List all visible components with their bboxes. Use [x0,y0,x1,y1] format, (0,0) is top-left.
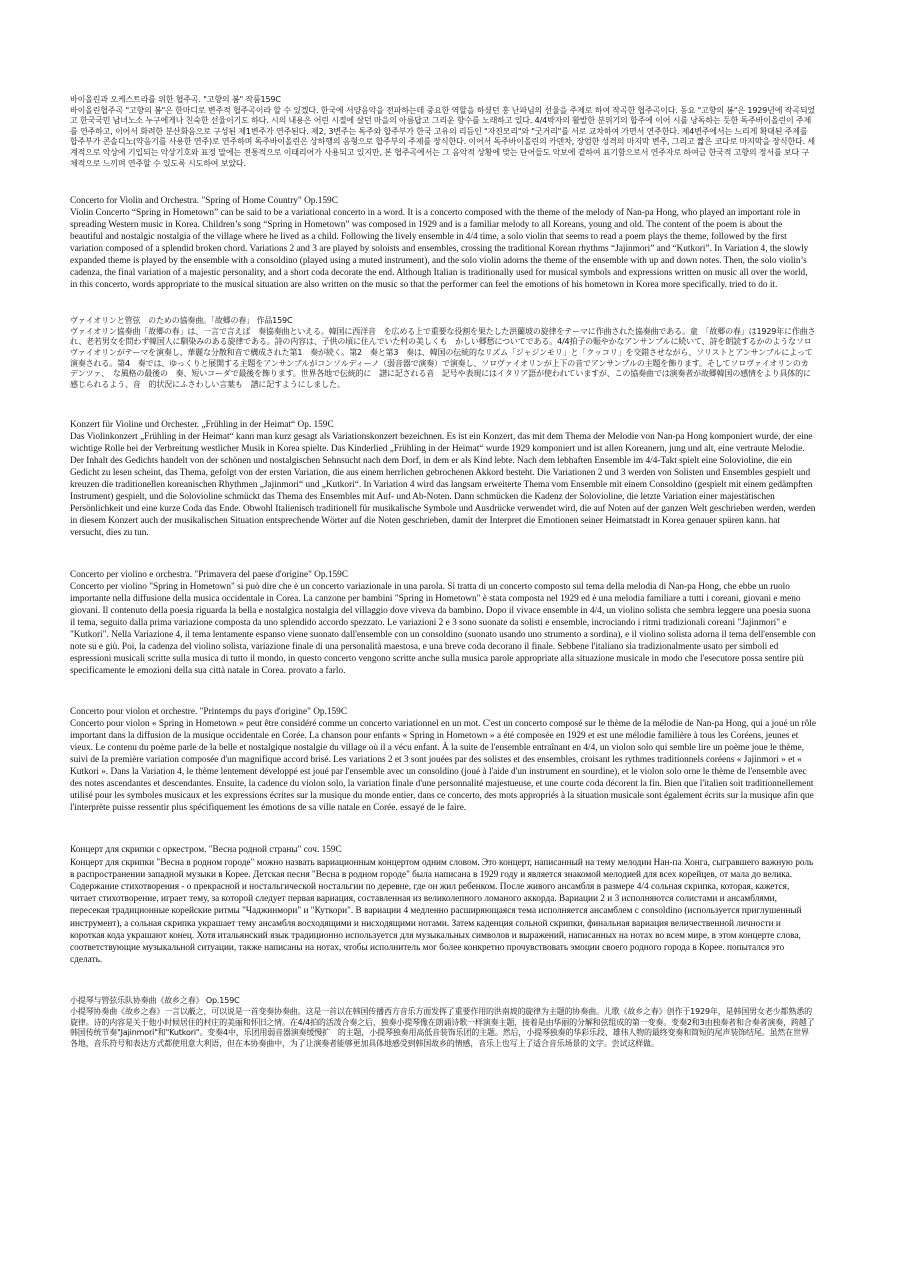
section-italian [70,569,816,677]
section-body: Concerto pour violon « Spring in Hometown » peut être considéré comme un concerto variationnel en un mot. C'est un concerto composé sur le thème de la mélodie de Nan-pa Hong, qui a joué un rôle important dans la diffusion de la musique occidentale en Corée. La chanson pour enfants « Spring in Hometown » a été composée en 1929 et est une mélodie familière à tous les Coréens, jeunes et vieux. Le contenu du poème parle de la belle et nostalgique nostalgie du village où il a vécu enfant. À la suite de l'ensemble entraînant en 4/4, un violon solo qui semble lire un poème joue le thème, suivi de la première variation composée d'un magnifique accord brisé. Les variations 2 et 3 sont jouées par des solistes et des ensembles, croisant les rythmes traditionnels coréens « Jajinmori » et « Kutkori ». Dans la Variation 4, le thème lentement développé est joué par l'ensemble avec un consoldino (joué à l'aide d'un instrument en sourdine), et le violon solo orne le thème de l'ensemble avec des notes ascendantes et descendantes. Ensuite, la cadence du violon solo, la variation finale d'une personnalité majestueuse, et une courte coda décorent la fin. Bien que l'italien soit traditionnellement utilisé pour les symboles musicaux et les expressions écrites sur la musique du monde entier, dans ce concerto, des mots appropriés à la situation musicale sont également écrits sur la musique afin que l'interprète puisse ressentir plus spécifiquement les émotions de sa ville natale en Corée. essayé de le faire. [70,719,816,814]
section-body: ヴァイオリン協奏曲「故郷の春」は、一言で言えば 奏協奏曲といえる。韓国に西洋音 を広める上で重要な役割を果たした洪蘭坡の旋律をテーマに作曲された協奏曲である。童 「故郷の春」は1929年に作曲され、老若男女を問わず韓国人に馴染みのある旋律である。詩の内容は、子供の頃に住んでいた村の美しくも かしい郷愁についてである。4/4拍子の賑やかなアンサンブルに続いて、詩を朗読するかのようなソロヴァイオリンがテーマを演奏し、華麗な分散和音で構成された第1 奏が続く。第2 奏と第3 奏は、韓国の伝統的なリズム「ジャジンモリ」と「クッコリ」を交錯させながら、ソリストとアンサンブルによって演奏される。第4 奏では、ゆっくりと展開する主題をアンサンブルがコンソルディーノ（弱音器で演奏）で演奏し、ソロヴァイオリンが上下の音でアンサンブルの主題を飾ります。そしてソロヴァイオリンのカデンツァ、 な風格の最後の 奏、短いコーダで最後を飾ります。世界各地で伝統的に 譜に記される音 記号や表現にはイタリア語が使われていますが、この協奏曲では演奏者が故郷韓国の感情をより具体的に感じられるよう、音 的状況にふさわしい言葉も 譜に記すようにしました。 [70,326,816,389]
section-title: 바이올린과 오케스트라를 위한 협주곡. "고향의 봄" 작품159C [70,95,281,104]
section-title: Концерт для скрипки с оркестром. "Весна родной страны" соч. 159C [70,845,342,856]
section-french [70,706,816,814]
section-body: 바이올린협주곡 "고향의 봄"은 한마디로 변주적 협주곡이라 할 수 있겠다. 한국에 서양음악을 전파하는데 중요한 역할을 하셨던 홍 난파님의 선율을 주제로 하여 작곡한 협주곡이다. 동요 "고향의 봄"은 1929년에 작곡되었고 한국국민 남녀노소 누구에게나 친숙한 선율이기도 하다. 시의 내용은 어린 시절에 살던 마을의 아름답고 그리운 향수를 노래하고 있다. 4/4박자의 활발한 분위기의 합주에 이어 시를 낭독하는 듯한 독주바이올린이 주제를 연주하고, 이어서 화려한 분산화음으로 구성된 제1변주가 연주된다. 제2, 3변주는 독주와 합주부가 한국 고유의 리듬인 "자진모리"와 "굿거리"를 서로 교차하여 가면서 연주한다. 제4변주에서는 느리게 확대된 주제를 합주부가 콘솔디노(약음기를 사용한 연주)로 연주하며 독주바이올린은 상하행의 음형으로 합주부의 주제를 장식한다. 이어서 독주바이올린의 카덴차, 장엄한 성격의 마지막 변주, 그리고 짧은 코다로 마지막을 장식한다. 세계적으로 악상에 기입되는 악상기호와 표정 말에는 전통적으로 이태리어가 사용되고 있지만, 본 협주곡에서는 그 음악적 상황에 맞는 단어들도 악보에 곁하여 표기함으로서 연주자로 하여금 한국적 고향의 정서를 보다 구체적으로 느끼며 연주할 수 있도록 시도하여 보았다. [70,105,816,168]
section-japanese [70,316,816,390]
section-body: Концерт для скрипки "Весна в родном городе" можно назвать вариационным концертом одним словом. Это концерт, написанный на тему мелодии Нан-па Хонга, сыгравшего важную роль в распространении западной музыки в Корее. Детская песня "Весна в родном городе" была написана в 1929 году и является знакомой мелодией для всех корейцев, от мала до велика. Содержание стихотворения - о прекрасной и ностальгической ностальгии по деревне, где он жил ребенком. После живого ансамбля в размере 4/4 сольная скрипка, которая, кажется, читает стихотворение, играет тему, за которой следует первая вариация, составленная из великолепного ломаного аккорда. Вариации 2 и 3 исполняются солистами и ансамблями, пересекая традиционные корейские ритмы "Чаджинмори" и "Куткори". В вариации 4 медленно расширяющаяся тема исполняется ансамблем с consoldino (используется приглушенный инструмент), а сольная скрипка украшает тему ансамбля восходящими и нисходящими нотами. Затем каденция сольной скрипки, финальная вариация величественной личности и короткая кода украшают конец. Хотя итальянский язык традиционно используется для музыкальных символов и выражений, написанных на нотах во всем мире, в этом концерте слова, соответствующие музыкальной ситуации, также написаны на нотах, чтобы исполнитель мог более конкретно прочувствовать эмоции своего родного города в Корее. попытался это сделать. [70,857,814,966]
section-body: Concerto per violino "Spring in Hometown" si può dire che è un concerto variazionale in una parola. Si tratta di un concerto composto sul tema della melodia di Nan-pa Hong, che ebbe un ruolo importante nella diffusione della musica occidentale in Corea. La canzone per bambini "Spring in Hometown" è stata composta nel 1929 ed è una melodia familiare a tutti i coreani, giovani e meno giovani. Il contenuto della poesia riguarda la bella e nostalgica nostalgia del villaggio dove viveva da bambino. Dopo il vivace ensemble in 4/4, un violino solista che sembra leggere una poesia suona il tema, seguito dalla prima variazione composta da uno splendido accordo spezzato. Le variazioni 2 e 3 sono suonate da solisti e ensemble, incrociando i ritmi tradizionali coreani "Jajinmori" e "Kutkori". Nella Variazione 4, il tema lentamente espanso viene suonato dall'ensemble con un consoldino (suonato usando uno strumento a sordina), e il violino solista adorna il tema dell'ensemble con note su e giù. Poi, la cadenza del violino solista, variazione finale di una personalità maestosa, e una breve coda decorano il finale. Sebbene l'italiano sia tradizionalmente usato per simboli ed espressioni musicali scritte sulla musica di tutto il mondo, in questo concerto vengono scritte anche sulla musica parole appropriate alla situazione musicale in modo che l'esecutore possa sentire più specificamente le emozioni della sua città natale in Corea. provato a farlo. [70,582,816,677]
section-korean [70,95,816,169]
section-chinese [70,996,816,1049]
section-body: Das Violinkonzert „Frühling in der Heimat“ kann man kurz gesagt als Variationskonzert bezeichnen. Es ist ein Konzert, das mit dem Thema der Melodie von Nan-pa Hong komponiert wurde, der eine wichtige Rolle bei der Verbreitung westlicher Musik in Korea spielte. Das Kinderlied „Frühling in der Heimat“ wurde 1929 komponiert und ist allen Koreanern, jung und alt, eine vertraute Melodie. Der Inhalt des Gedichts handelt von der schönen und nostalgischen Sehnsucht nach dem Dorf, in dem er als Kind lebte. Nach dem lebhaften Ensemble im 4/4-Takt spielt eine Solovioline, die ein Gedicht zu lesen scheint, das Thema, gefolgt von der ersten Variation, die aus einem herrlichen gebrochenen Akkord besteht. Die Variationen 2 und 3 werden von Solisten und Ensembles gespielt und kreuzen die traditionellen koreanischen Rhythmen „Jajinmori“ und „Kutkori“. In Variation 4 wird das langsam erweiterte Thema vom Ensemble mit einem Consoldino (gespielt mit einem gedämpften Instrument) gespielt, und die Solovioline schmückt das Thema des Ensembles mit Auf- und Ab-Noten. Dann schmücken die Kadenz der Solovioline, die letzte Variation einer majestätischen Persönlichkeit und eine kurze Coda das Ende. Obwohl Italienisch traditionell für musikalische Symbole und Ausdrücke verwendet wird, die auf Noten auf der ganzen Welt geschrieben werden, werden in diesem Konzert auch der musikalischen Situation entsprechende Wörter auf die Noten geschrieben, damit der Interpret die Emotionen seiner Heimatstadt in Korea genauer spüren kann. hat versucht, dies zu tun. [70,432,816,539]
section-body: Violin Concerto “Spring in Hometown” can be said to be a variational concerto in a word. It is a concerto composed with the theme of the melody of Nan-pa Hong, who played an important role in spreading Western music in Korea. Children’s song “Spring in Hometown” was composed in 1929 and is a familiar melody to all Koreans, young and old. The content of the poem is about the beautiful and nostalgic nostalgia of the village where he lived as a child. Following the lively ensemble in 4/4 time, a solo violin that seems to read a poem plays the theme, followed by the first variation composed of a splendid broken chord. Variations 2 and 3 are played by soloists and ensembles, crossing the traditional Korean rhythms “Jajinmori” and “Kutkori”. In Variation 4, the slowly expanded theme is played by the ensemble with a consoldino (played using a muted instrument), and the solo violin adorns the theme of the ensemble with up and down notes. Then, the solo violin’s cadenza, the final variation of a majestic personality, and a short coda decorate the end. Although Italian is traditionally used for musical symbols and expressions written on music all over the world, in this concerto, words appropriate to the musical situation are also written on the music so that the performer can feel the emotions of his hometown in Korea more specifically. tried to do it. [70,208,809,291]
section-russian [70,844,816,966]
section-title: Konzert für Violine und Orchester. „Frühling in der Heimat“ Op. 159C [70,420,334,431]
section-german [70,419,816,539]
section-title: Concerto pour violon et orchestre. "Printemps du pays d'origine" Op.159C [70,707,348,718]
section-title: Concerto per violino e orchestra. "Primavera del paese d'origine" Op.159C [70,570,349,581]
section-english [70,195,816,291]
section-title: Concerto for Violin and Orchestra. "Spring of Home Country" Op.159C [70,196,338,207]
section-body: 小提琴协奏曲《故乡之春》一言以蔽之，可以说是一首变奏协奏曲。这是一首以在韩国传播西方音乐方面发挥了重要作用的洪南坡的旋律为主题的协奏曲。儿歌《故乡之春》创作于1929年，是韩国男女老少都熟悉的旋律。诗的内容是关于他小时候居住的村庄的美丽和怀旧之情。在4/4拍的活泼合奏之后，独奏小提琴像在朗诵诗歌一样演奏主题，接着是由华丽的分解和弦组成的第一变奏。变奏2和3由独奏者和合奏者演奏，跨越了韩国传统节奏"Jajinmori"和"Kutkori"。变奏4中，乐团用弱音器演奏缓慢扩 的主题，小提琴独奏用高低音装饰乐团的主题。然后，小提琴独奏的华彩乐段、雄伟人物的最终变奏和简短的尾声装饰结尾。虽然在世界各地，音乐符号和表达方式都使用意大利语，但在本协奏曲中，为了让演奏者能够更加具体地感受到韩国故乡的情感，音乐上也写上了适合音乐场景的文字。尝试这样做。 [70,1006,815,1048]
section-title: 小提琴与管弦乐队协奏曲《故乡之春》 Op.159C [70,996,240,1006]
section-title: ヴァイオリンと管弦 のための協奏曲。「故郷の春」 作品159C [70,316,293,326]
